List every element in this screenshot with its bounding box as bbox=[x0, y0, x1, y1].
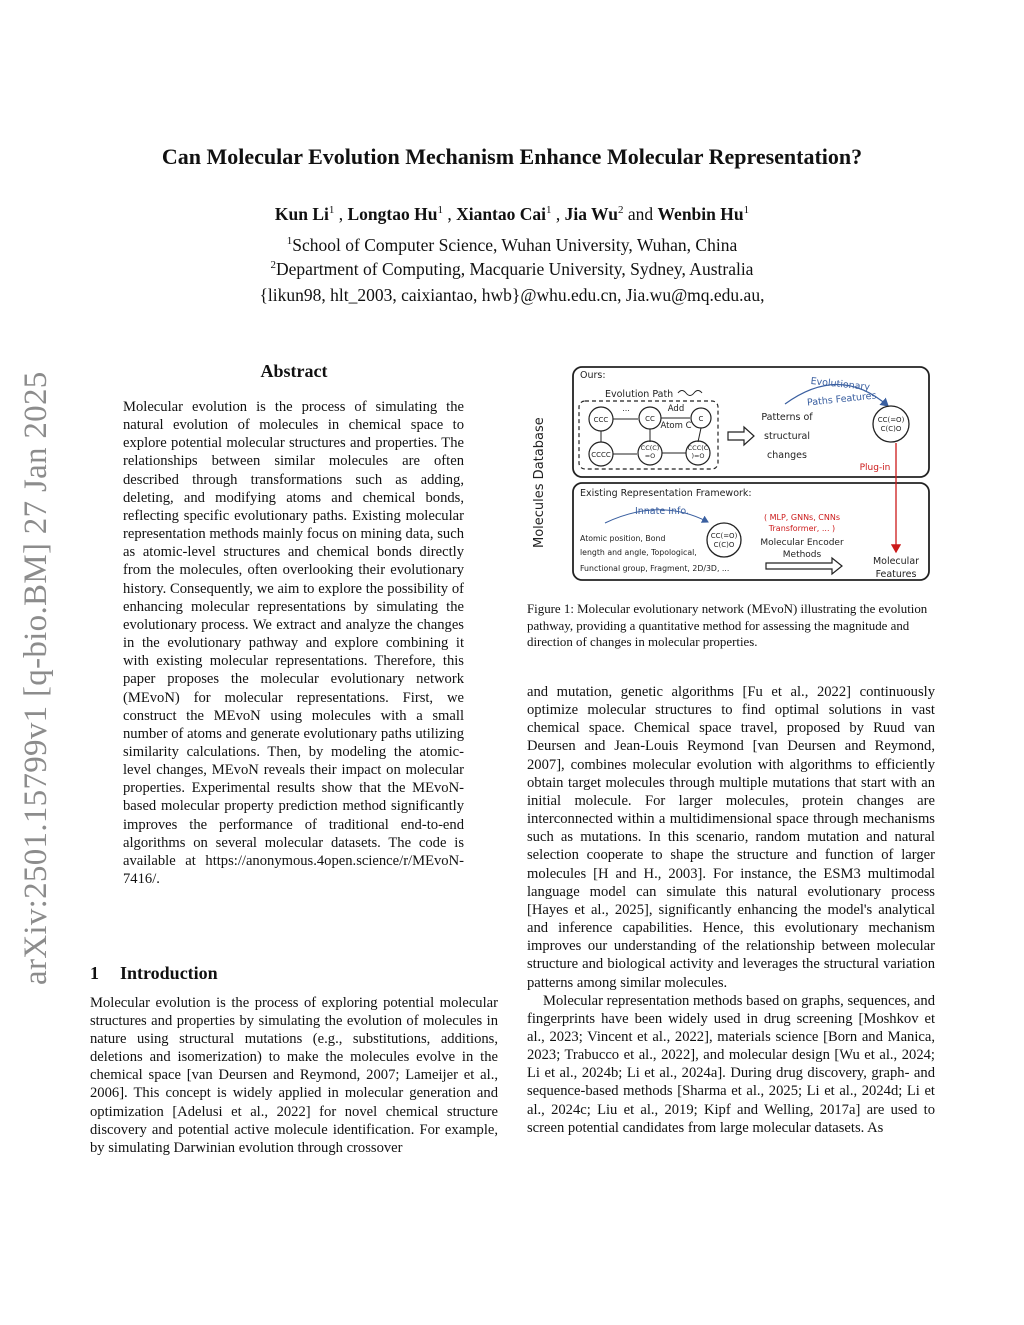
abstract-heading: Abstract bbox=[260, 361, 328, 381]
authors-and: and bbox=[627, 204, 654, 224]
section-title: Introduction bbox=[120, 963, 218, 983]
target-node-line-2: C(C)O bbox=[880, 425, 902, 433]
node-cc-c-o-label-2: =O bbox=[644, 452, 656, 460]
figure-caption: Figure 1: Molecular evolutionary network (MEvoN) illustrating the evolution pathway, providing a quantitative method for assessing the magnitude and direction of changes in molecular properties. bbox=[527, 602, 928, 650]
ours-label: Ours: bbox=[580, 370, 606, 381]
node-cc-c-o-label-1: CC(C) bbox=[640, 444, 660, 452]
author-affiliation-mark: 2 bbox=[617, 204, 624, 217]
innate-line-1: Atomic position, Bond bbox=[580, 534, 666, 543]
evolution-path-label: Evolution Path bbox=[605, 389, 674, 400]
patterns-line-3: changes bbox=[767, 450, 807, 461]
figure-1-diagram bbox=[530, 362, 934, 584]
introduction-paragraph: Molecular evolution is the process of exploring potential molecular structures and properties by simulating the evolution of molecules in nature using structural mutations (e.g., substitutions, additions, deletions and isomerization) to make the molecules evolve in the chemical space [van Deursen and Reymond, 2007; Lameijer et al., 2006]. This concept is widely applied in molecular generation and optimization [Adelusi et al., 2022] for novel chemical structure discovery and potential active molecule identification. For example, by simulating Darwinian evolution through crossover bbox=[90, 995, 498, 1156]
affiliation-mark: 2 bbox=[270, 259, 277, 272]
target-node bbox=[873, 406, 909, 442]
innate-line-2: length and angle, Topological, bbox=[580, 548, 697, 557]
author-name: Xiantao Cai bbox=[456, 204, 547, 224]
node-ccc-c-o-label-1: CCC(C bbox=[687, 444, 709, 452]
hollow-arrow bbox=[728, 427, 754, 445]
author-affiliation-mark: 1 bbox=[328, 204, 335, 217]
innate-node-line-2: C(C)O bbox=[713, 541, 735, 549]
innate-line-3: Functional group, Fragment, 2D/3D, ... bbox=[580, 564, 730, 573]
paragraph: and mutation, genetic algorithms [Fu et al., 2022] continuously optimize molecular structures to find optimal solutions in vast chemical space. Chemical space travel, proposed by Ruud van Deursen and Jean-Louis Reymond [van Deursen and Reymond, 2007], combines molecular evolution with algorithms to efficiently obtain target molecules through multiple mutations that start with an initial molecule. For larger molecules, protein changes are interconnected within a multidimensional space through mechanisms such as mutations. In this scenario, random mutation and natural selection cooperate to shape the structure and function of larger molecules [H and H., 2003]. For instance, the ESM3 multimodal language model can simulate this natural evolutionary process [Hayes et al., 2025], significantly enhancing the model's analytical and inference capabilities. Hence, this evolutionary mechanism improves our understanding of the relationship between molecular structure and biological activity and leverages the structural variation patterns among similar molecules. bbox=[527, 684, 935, 991]
innate-node bbox=[707, 523, 741, 557]
hollow-arrow-bottom bbox=[766, 558, 842, 574]
email-line: {likun98, hlt_2003, caixiantao, hwb}@whu.edu.cn, Jia.wu@mq.edu.au, bbox=[259, 285, 765, 305]
methods-list-line-2: Transformer, ... ) bbox=[768, 524, 836, 533]
author-affiliation-mark: 1 bbox=[437, 204, 443, 217]
author-line: Kun Li$^1$ , Longtao Hu$^1$ , Xiantao Cai$^1$ , Jia Wu$^2$ and Wenbin Hu$^1$ bbox=[274, 204, 750, 224]
author-affiliation-mark: 1 bbox=[546, 204, 552, 217]
evo-features-line-2: Paths Features bbox=[806, 390, 877, 409]
affiliation-text: Department of Computing, Macquarie University, Sydney, Australia bbox=[276, 259, 754, 279]
encoder-line-2: Methods bbox=[782, 550, 822, 560]
author-name: Kun Li bbox=[274, 204, 329, 224]
node-ccc-label: CCC bbox=[593, 416, 609, 424]
ours-panel bbox=[573, 367, 929, 477]
author-name: Wenbin Hu bbox=[657, 204, 744, 224]
evo-features-line-1: Evolutionary bbox=[810, 375, 871, 394]
figure-side-label: Molecules Database bbox=[532, 417, 547, 548]
node-cc-label: CC bbox=[645, 415, 655, 423]
add-label: Add bbox=[667, 404, 685, 414]
section-number: 1 bbox=[90, 963, 99, 983]
existing-framework-label: Existing Representation Framework: bbox=[580, 488, 752, 499]
patterns-line-1: Patterns of bbox=[761, 412, 813, 423]
atom-c-label: Atom C bbox=[660, 421, 692, 431]
squiggle-mark bbox=[678, 391, 702, 396]
author-name: Longtao Hu bbox=[347, 204, 438, 224]
mol-features-line-2: Features bbox=[875, 569, 917, 580]
node-c-label: C bbox=[698, 415, 704, 423]
target-node-line-1: CC(=O) bbox=[877, 416, 905, 424]
paper-title: Can Molecular Evolution Mechanism Enhance Molecular Representation? bbox=[161, 144, 863, 169]
affiliation-2 bbox=[0, 259, 1024, 280]
methods-list-line-1: ( MLP, GNNs, CNNs bbox=[763, 513, 841, 522]
node-ellipsis: ... bbox=[622, 404, 630, 413]
author-affiliation-mark: 1 bbox=[743, 204, 750, 217]
encoder-line-1: Molecular Encoder bbox=[760, 538, 844, 548]
edge bbox=[698, 428, 701, 442]
affiliation-1 bbox=[0, 235, 1024, 256]
innate-node-line-1: CC(=O) bbox=[710, 532, 738, 540]
node-cccc-label: CCCC bbox=[591, 451, 611, 459]
innate-info-label: Innate Info. bbox=[634, 506, 690, 517]
right-column-text bbox=[527, 683, 935, 1137]
affiliation-text: School of Computer Science, Wuhan University, Wuhan, China bbox=[292, 235, 738, 255]
affiliation-mark: 1 bbox=[286, 235, 293, 248]
paragraph: Molecular representation methods based on graphs, sequences, and fingerprints have been widely used in drug screening [Moshkov et al., 2023; Vincent et al., 2022], materials science [Born and Manica, 2023; Trabucco et al., 2022], and molecular design [Wu et al., 2024; Li et al., 2024b; Li et al., 2024a]. During drug discovery, graph- and sequence-based methods [Sharma et al., 2025; Li et al., 2024d; Li et al., 2024c; Liu et al., 2019; Kipf and Welling, 2017a] are used to screen potential candidates from large molecular datasets. As bbox=[527, 992, 935, 1136]
section-heading-introduction bbox=[90, 963, 218, 984]
arxiv-stamp: arXiv:2501.15799v1 [q-bio.BM] 27 Jan 2025 bbox=[18, 371, 54, 985]
plug-in-label: Plug-in bbox=[859, 463, 891, 473]
patterns-line-2: structural bbox=[764, 431, 810, 442]
node-ccc-c-o-label-2: )=O bbox=[691, 452, 705, 460]
author-name: Jia Wu bbox=[564, 204, 618, 224]
mol-features-line-1: Molecular bbox=[872, 556, 920, 567]
abstract-body: Molecular evolution is the process of simulating the natural evolution of molecules in chemical space to explore potential molecular structures and properties. The relationships between similar molecules are often described through transformations such as adding, deleting, and modifying atoms and chemical bonds, reflecting specific evolutionary paths. Existing molecular representation methods mainly focus on mining data, such as atomic-level structures and chemical bonds directly from the molecules, often overlooking their evolutionary history. Consequently, we aim to explore the possibility of enhancing molecular representations by simulating the evolutionary process. We extract and analyze the changes in the evolutionary pathway and explore combining it with existing molecular representations. Therefore, this paper proposes the molecular evolutionary network (MEvoN) for molecular representations. First, we construct the MEvoN using molecules with a small number of atoms and generate evolutionary paths utilizing similarity calculations. Then, by modeling the atomic-level changes, MEvoN reveals their impact on molecular properties. Experimental results show that the MEvoN-based molecular property prediction method significantly improves the performance of traditional end-to-end algorithms on several molecular datasets. The code is available at https://anonymous.4open.science/r/MEvoN-7416/. bbox=[123, 399, 464, 888]
